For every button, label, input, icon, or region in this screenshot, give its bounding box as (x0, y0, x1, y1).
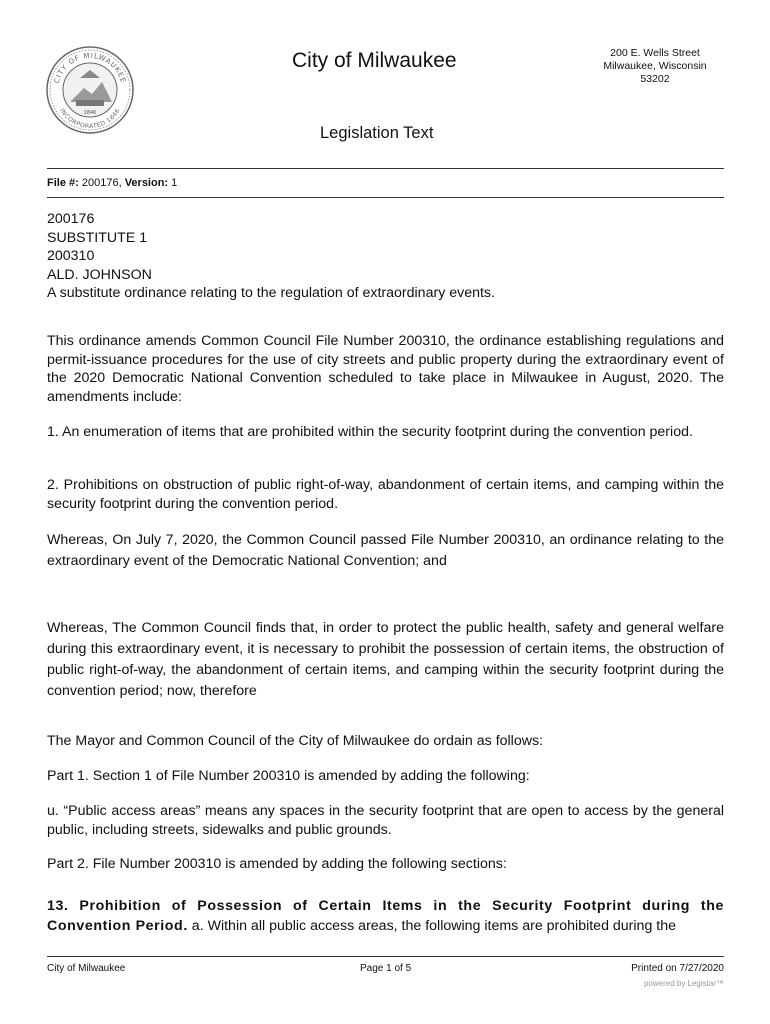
version-label: Version: (124, 177, 169, 189)
intro-paragraph: This ordinance amends Common Council File Number 200310, the ordinance establishing regulations and permit-issuance procedures for the use of city streets and public property during the extraordinary event of the 2020 Democratic National Convention scheduled to take place in Milwaukee in August, 2020. The amendments include: (47, 333, 724, 405)
seal-center-text: 1846 (83, 110, 97, 116)
header-block (47, 210, 724, 303)
city-title: City of Milwaukee (292, 49, 457, 72)
header-line: 200176 (47, 211, 95, 227)
header-line: A substitute ordinance relating to the regulation of extraordinary events. (47, 285, 495, 301)
file-info-line (47, 177, 177, 189)
section-text: a. Within all public access areas, the following items are prohibited during the (187, 918, 677, 934)
page-number: Page 1 of 5 (360, 963, 412, 974)
part-paragraph: Part 1. Section 1 of File Number 200310 is amended by adding the following: (47, 768, 530, 784)
address-line: 53202 (640, 73, 670, 85)
ordain-paragraph: The Mayor and Common Council of the City of Milwaukee do ordain as follows: (47, 733, 544, 749)
section-heading: 13. Prohibition of Possession of Certain Items in the Security Footprint during the Convention Period. (47, 898, 724, 934)
whereas-paragraph: Whereas, On July 7, 2020, the Common Council passed File Number 200310, an ordinance relating to the extraordinary event of the Democratic National Convention; and (47, 532, 724, 569)
version-number: 1 (171, 177, 178, 189)
whereas-paragraph: Whereas, The Common Council finds that, in order to protect the public health, safety and general welfare during this extraordinary event, it is necessary to prohibit the possession of certain items, the obstruction of public right-of-way, the abandonment of certain items, and camping within the security footprint during the convention period; now, therefore (47, 620, 724, 699)
part-paragraph: Part 2. File Number 200310 is amended by adding the following sections: (47, 856, 507, 872)
address-line: 200 E. Wells Street (610, 47, 700, 59)
seal-bottom-text: INCORPORATED 1846 (58, 107, 122, 131)
header-line: ALD. JOHNSON (47, 266, 152, 283)
file-number: 200176, (81, 177, 122, 189)
address-block (595, 47, 715, 86)
section-13-paragraph (47, 896, 724, 936)
header-line: 200310 (47, 248, 95, 264)
list-item: 1. An enumeration of items that are prohibited within the security footprint during the convention period. (47, 424, 693, 440)
definition-paragraph: u. “Public access areas” means any spaces in the security footprint that are open to access by the general public, including streets, sidewalks and public grounds. (47, 803, 724, 838)
file-label: File #: (47, 177, 79, 189)
powered-by: powered by Legistar™ (643, 979, 724, 988)
list-item: 2. Prohibitions on obstruction of public right-of-way, abandonment of certain items, and camping within the security footprint during the convention period. (47, 477, 724, 512)
seal-top-text: CITY OF MILWAUKEE (52, 51, 128, 85)
document-title: Legislation Text (320, 124, 434, 142)
header-line: SUBSTITUTE 1 (47, 229, 148, 246)
city-seal-logo (44, 42, 136, 138)
divider (47, 197, 724, 198)
footer-city: City of Milwaukee (47, 963, 126, 974)
footer-divider (47, 956, 724, 957)
address-line: Milwaukee, Wisconsin (603, 60, 707, 72)
divider (47, 168, 724, 169)
printed-date: Printed on 7/27/2020 (631, 963, 724, 974)
